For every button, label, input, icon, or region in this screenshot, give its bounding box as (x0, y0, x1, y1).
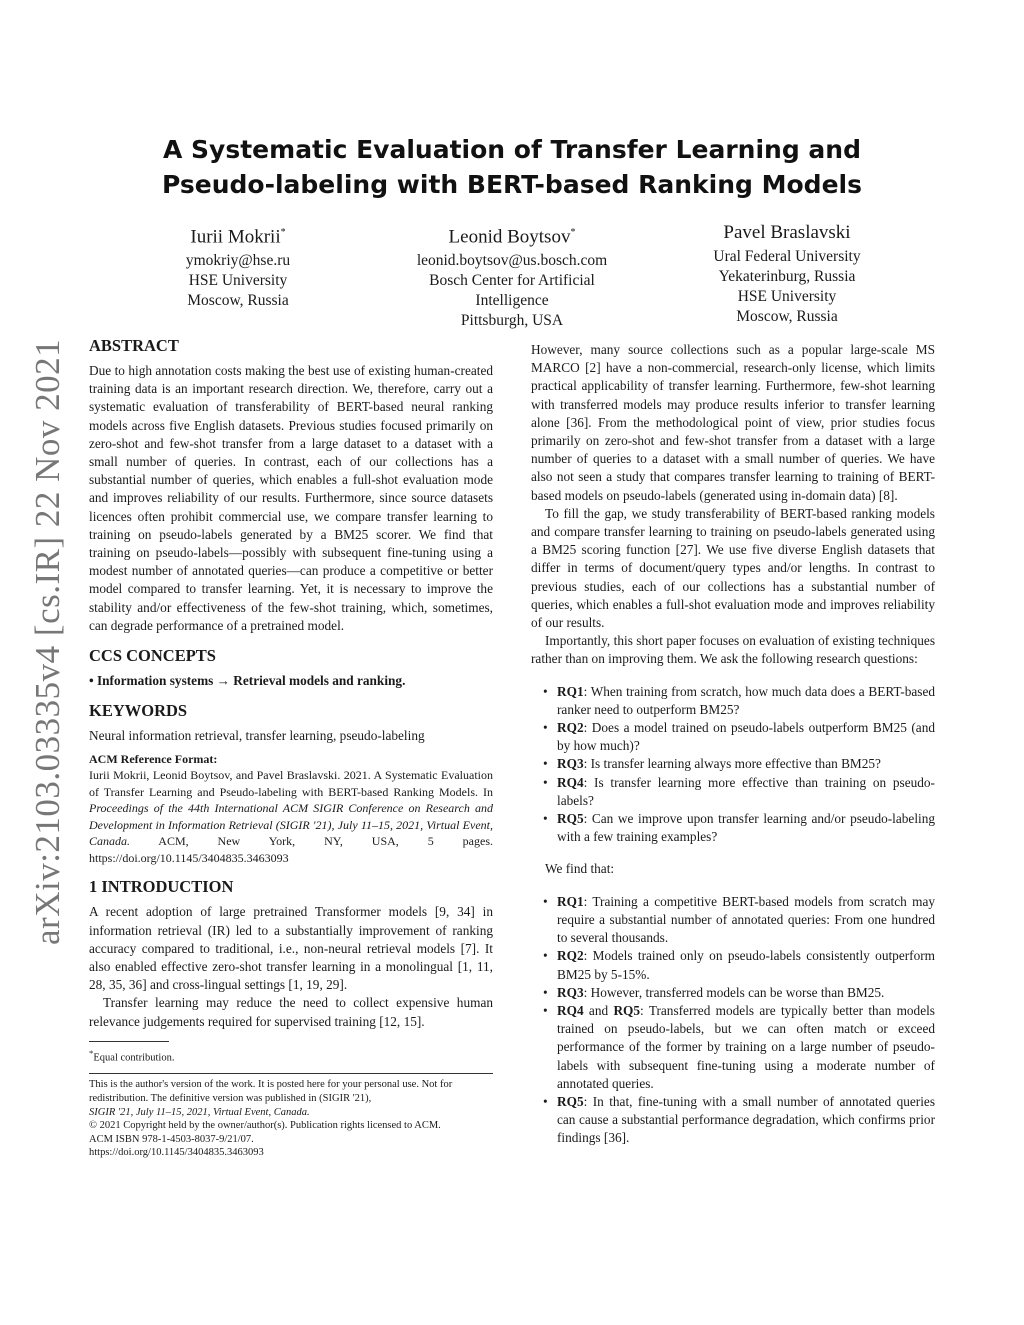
copyright-isbn: ACM ISBN 978-1-4503-8037-9/21/07. (89, 1133, 254, 1145)
author-name: Iurii Mokrii (190, 226, 281, 248)
author-affiliation: HSE University (737, 288, 837, 305)
list-item: • RQ2: Does a model trained on pseudo-labels outperform BM25 (and by how much)? (557, 719, 935, 755)
intro-paragraph-1: A recent adoption of large pretrained Transformer models [9, 34] in information retrieval (IR) led to a substantially improvement of ranking accuracy compared to traditional, i.e., non-neural retrieval models [7]. It also enabled effective zero-shot transfer learning in a monolingual [1, 11, 28, 35, 36] and cross-lingual settings [1, 19, 29]. (89, 904, 493, 993)
author-affiliation: Bosch Center for Artificial (429, 272, 595, 290)
copyright-venue: SIGIR '21, July 11–15, 2021, Virtual Event, Canada. (89, 1106, 310, 1118)
author-email: leonid.boytsov@us.bosch.com (416, 252, 608, 270)
acm-reference-authors: Iurii Mokrii, Leonid Boytsov, and Pavel Braslavski. 2021. A Systematic Evaluation of Transfer Learning and Pseudo-labeling with BERT-based Ranking Models. In (89, 768, 493, 799)
intro-paragraph-2: Transfer learning may reduce the need to collect expensive human relevance judgements required for supervised training [12, 15]. (89, 995, 493, 1029)
copyright-notice: This is the author's version of the work. It is posted here for your personal use. Not for redistribution. The definitive version was published in (SIGIR '21), (89, 1079, 453, 1104)
acm-reference-text (89, 767, 493, 866)
abstract-heading: ABSTRACT (89, 336, 179, 355)
equal-contribution-mark: * (280, 227, 286, 238)
equal-contribution-mark: * (570, 227, 576, 238)
author-affiliation: HSE University (188, 272, 288, 290)
author-email: ymokriy@hse.ru (185, 252, 291, 270)
copyright-doi: https://doi.org/10.1145/3404835.3463093 (89, 1147, 264, 1159)
author-affiliation: Ural Federal University (713, 248, 861, 265)
right-paragraph-1: However, many source collections such as a popular large-scale MS MARCO [2] have a non-commercial, research-only license, which limits practical applicability of transfer learning. Furthermore, few-shot learning with transferred models may produce results inferior to transfer learning alone [36]. From the methodological point of view, prior studies focus primarily on zero-shot and few-shot transfer from a dataset with a large number of queries to a dataset with a small number of queries. We have also not seen a study that compares transfer learning to training of BERT-based models on pseudo-labels (generated using in-domain data) [8]. (531, 342, 935, 503)
right-paragraph-2: To fill the gap, we study transferability of BERT-based ranking models and compare transfer learning to training on pseudo-labels generated using a BM25 scoring function [27]. We use five diverse English datasets that differ in terms of document/query types and/or lengths. In contrast to previous studies, each of our collections has a substantial number of queries, which enables a full-shot evaluation mode and improves reliability of our results. (531, 505, 935, 631)
keywords-text: Neural information retrieval, transfer learning, pseudo-labeling (89, 728, 425, 744)
ccs-concepts: • Information systems → Retrieval models and ranking. (89, 673, 406, 689)
list-item: • RQ4 and RQ5: Transferred models are typically better than models trained on pseudo-labels, but we can often match or exceed performance of the former by training on a large number of pseudo-labels with subsequent fine-tuning using a moderate number of annotated queries. (557, 1002, 935, 1093)
findings-list (531, 893, 935, 1148)
author-location: Moscow, Russia (187, 292, 289, 310)
list-item: • RQ1: When training from scratch, how much data does a BERT-based ranker need to outperform BM25? (557, 683, 935, 719)
keywords-heading: KEYWORDS (89, 701, 188, 721)
author-location: Yekaterinburg, Russia (718, 268, 856, 285)
right-column (531, 341, 935, 1148)
abstract-text: Due to high annotation costs making the best use of existing human-created training data is an important research direction. We, therefore, carry out a systematic evaluation of transferability of BERT-based neural ranking models across five English datasets. Previous studies focused primarily on zero-shot and few-shot transfer from a large dataset to a dataset with a small number of queries. In contrast, each of our collections has a substantial number of queries, which enables a full-shot evaluation mode and improves reliability of our results. Furthermore, since source datasets licences often prohibit commercial use, we compare transfer learning to training on pseudo-labels generated by a BM25 scorer. We find that training on pseudo-labels—possibly with subsequent fine-tuning using a modest number of annotated queries—can produce a competitive or better model compared to transfer learning. Yet, it is necessary to improve the stability and/or effectiveness of the few-shot training, which, sometimes, can degrade performance of a pretrained model. (89, 363, 493, 633)
left-column (89, 335, 493, 1160)
author-2 (372, 220, 652, 331)
footnote-text: Equal contribution. (93, 1052, 175, 1064)
author-name: Leonid Boytsov (448, 226, 571, 248)
author-name: Pavel Braslavski (723, 222, 851, 243)
acm-reference-venue: Proceedings of the 44th International ACM SIGIR Conference on Research and Development in Information Retrieval (SIGIR '21), July 11–15, 2021, Virtual Event, Canada. (89, 801, 493, 849)
right-paragraph-3: Importantly, this short paper focuses on evaluation of existing techniques rather than on improving them. We ask the following research questions: (531, 633, 935, 667)
paper-title: A Systematic Evaluation of Transfer Learning and Pseudo-labeling with BERT-based Ranking Models (162, 135, 862, 199)
arxiv-identifier: arXiv:2103.03335v4 [cs.IR] 22 Nov 2021 (28, 338, 67, 945)
research-questions-list (531, 683, 935, 847)
author-location: Moscow, Russia (736, 308, 838, 325)
ccs-heading: CCS CONCEPTS (89, 646, 216, 666)
list-item: • RQ5: Can we improve upon transfer learning and/or pseudo-labeling with a few training examples? (557, 810, 935, 846)
list-item: • RQ3: Is transfer learning always more effective than BM25? (557, 755, 935, 773)
footnote-mark: * (89, 1047, 94, 1058)
list-item: • RQ5: In that, fine-tuning with a small number of annotated queries can cause a substantial performance degradation, which confirms prior findings [36]. (557, 1093, 935, 1148)
list-item: • RQ1: Training a competitive BERT-based models from scratch may require a substantial number of annotated queries: From one hundred to several thousands. (557, 893, 935, 948)
list-item: • RQ4: Is transfer learning more effective than training on pseudo-labels? (557, 774, 935, 810)
acm-reference-doi: ACM, New York, NY, USA, 5 pages. https://doi.org/10.1145/3404835.3463093 (89, 834, 493, 865)
list-item: • RQ2: Models trained only on pseudo-labels consistently outperform BM25 by 5-15%. (557, 947, 935, 983)
author-3 (647, 220, 927, 327)
author-1 (98, 220, 378, 311)
list-item: • RQ3: However, transferred models can be worse than BM25. (557, 984, 935, 1002)
copyright-divider (89, 1073, 493, 1074)
author-location: Pittsburgh, USA (460, 312, 564, 330)
acm-reference-heading: ACM Reference Format: (89, 752, 218, 767)
findings-intro: We find that: (545, 861, 615, 877)
author-affiliation: Intelligence (475, 292, 549, 310)
footnote-divider (89, 1041, 169, 1042)
copyright-holder: © 2021 Copyright held by the owner/author(s). Publication rights licensed to ACM. (89, 1120, 441, 1132)
introduction-heading: 1 INTRODUCTION (89, 877, 234, 897)
footnote (89, 1046, 493, 1066)
